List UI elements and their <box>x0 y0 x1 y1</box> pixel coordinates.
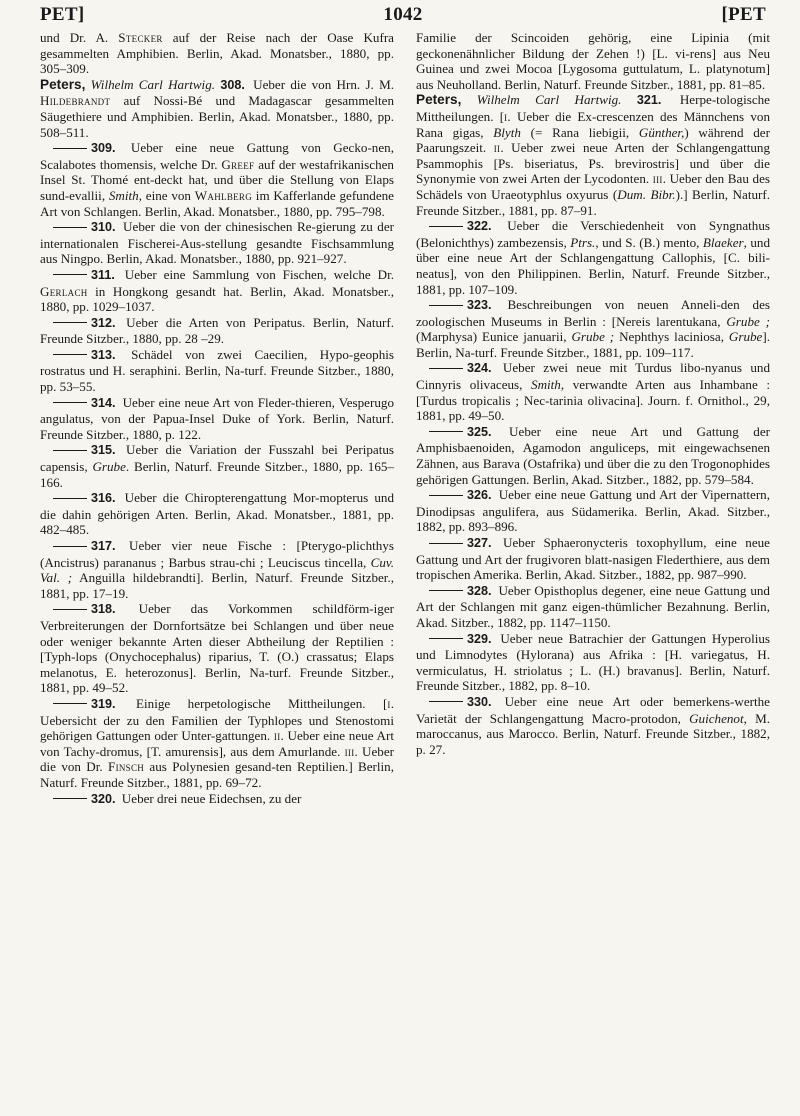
bibliography-entry-318 <box>40 601 394 696</box>
page-number: 1042 <box>383 4 423 25</box>
ditto-dash <box>53 402 87 403</box>
bibliography-entry-330 <box>416 694 770 757</box>
ditto-dash <box>53 354 87 355</box>
bibliography-entry-326 <box>416 487 770 535</box>
entry-number: 326. <box>467 488 492 503</box>
entry-text: Ueber Sphaeronycteris toxophyllum, eine neue Gattung und Art der frugivoren blatt-nasigen Flederthiere, aus dem tropischen Amerika. Berlin, Akad. Sitzber., 1882, pp. 987–990. <box>416 535 770 583</box>
two-column-body <box>40 30 770 807</box>
bibliography-entry-323 <box>416 297 770 360</box>
bibliography-entry-309 <box>40 140 394 219</box>
entry-number: 311. <box>91 267 115 282</box>
entry-text: Einige herpetologische Mittheilungen. [i. Uebersicht der zu den Familien der Typhlopes und Stenostomi gehörigen Gattungen oder Unter-gattungen. ii. Ueber eine neue Art von Tachy-dromus, [T. amurensis], aus dem Amurlande. iii. Ueber die von Dr. Finsch aus Polynesien gesand-ten Reptilien.] Berlin, Naturf. Freunde Sitzber., 1881, pp. 69–72. <box>40 695 395 790</box>
entry-text: Ueber eine Sammlung von Fischen, welche Dr. Gerlach in Hongkong gesandt hat. Berlin, Akad. Monatsber., 1880, pp. 1029–1037. <box>40 266 394 315</box>
ditto-dash <box>429 431 463 432</box>
entry-number: 324. <box>467 361 492 376</box>
bibliography-entry-313 <box>40 347 394 395</box>
ditto-dash <box>429 543 463 544</box>
ditto-dash <box>53 227 87 228</box>
bibliography-entry-324 <box>416 360 770 423</box>
author-surname: Peters, <box>40 76 86 92</box>
entry-text: Ueber Opisthoplus degener, eine neue Gattung und Art der Schlangen mit ganz eigen-thümlicher Bezahnung. Berlin, Akad. Sitzber., 1882, pp. 1147–1150. <box>416 582 770 630</box>
entry-number: 310. <box>91 220 116 235</box>
entry-text: Ueber die Chiropterengattung Mor-mopterus und die dahin gehörigen Arten. Berlin, Akad. Monatsber., 1881, pp. 482–485. <box>40 490 394 538</box>
bibliography-entry-319 <box>40 696 394 791</box>
entry-number: 318. <box>91 602 116 617</box>
ditto-dash <box>53 546 87 547</box>
entry-text: Familie der Scincoiden gehörig, eine Lipinia (mit geckonenähnlicher Bildung der Zehen !) [L. vi-rens] aus Neu Guinea und zwei Mocoa [Lygosoma guttulatum, L. platynotum] aus Neuholland. Berlin, Naturf. Freunde Sitzber., 1881, pp. 81–85. <box>416 30 770 92</box>
bibliography-entry-316 <box>40 490 394 538</box>
ditto-dash <box>53 148 87 149</box>
bibliography-entry-312 <box>40 315 394 347</box>
bibliography-entry-327 <box>416 535 770 583</box>
bibliography-entry-311 <box>40 267 394 315</box>
entry-number: 316. <box>91 491 116 506</box>
entry-text: Ueber eine neue Gattung und Art der Vipernattern, Dinodipsas angulifera, aus Südamerika. Berlin, Akad. Sitzber., 1882, pp. 893–896. <box>416 487 770 535</box>
ditto-dash <box>429 495 463 496</box>
right-column <box>416 30 770 807</box>
bibliography-entry-322 <box>416 218 770 297</box>
entry-number: 313. <box>91 347 116 362</box>
bibliography-entry-328 <box>416 583 770 631</box>
bibliography-entry-325 <box>416 424 770 487</box>
header-right: [PET <box>721 4 766 25</box>
entry-text: Ueber vier neue Fische : [Pterygo-plichthys (Ancistrus) parananus ; Barbus strau-chi ; Leuciscus tincella, Cuv. Val. ; Anguilla hildebrandti]. Berlin, Naturf. Freunde Sitzber., 1881, pp. 17–19. <box>40 538 394 601</box>
ditto-dash <box>429 638 463 639</box>
entry-text: Ueber eine neue Art von Fleder-thieren, Vesperugo angulatus, von der Papua-Insel Duke of York. Berlin, Naturf. Freunde Sitzber., 1880, p. 122. <box>40 394 394 442</box>
bibliography-entry-continued <box>40 30 394 77</box>
ditto-dash <box>53 798 87 799</box>
entry-text: Ueber die Variation der Fusszahl bei Peripatus capensis, Grube. Berlin, Naturf. Freunde Sitzber., 1880, pp. 165–166. <box>40 442 394 490</box>
ditto-dash <box>53 274 87 275</box>
ditto-dash <box>429 701 463 702</box>
bibliography-entry-308 <box>40 77 394 140</box>
entry-text: Ueber die Arten von Peripatus. Berlin, Naturf. Freunde Sitzber., 1880, pp. 28 –29. <box>40 314 394 347</box>
bibliography-entry-314 <box>40 395 394 443</box>
entry-number: 312. <box>91 315 116 330</box>
entry-text: Ueber die von Hrn. J. M. Hildebrandt auf Nossi-Bé und Madagascar gesammelten Säugethiere und Amphibien. Berlin, Akad. Monatsber., 1880, pp. 508–511. <box>40 76 395 140</box>
entry-text: Ueber eine neue Gattung von Gecko-nen, Scalabotes thomensis, welche Dr. Greef auf der westafrikanischen Insel St. Thomé ent-deckt hat, und über die Stellung von Elaps sund-evallii, Smith, eine von Wahlberg im Kafferlande gefundene Art von Schlangen. Berlin, Akad. Monatsber., 1880, pp. 795–798. <box>40 140 394 219</box>
entry-number: 321. <box>636 93 662 108</box>
entry-text: Beschreibungen von neuen Anneli-den des zoologischen Museums in Berlin : [Nereis larentukana, Grube ; (Marphysa) Eunice januarii, Grube ; Nephthys laciniosa, Grube]. Berlin, Na-turf. Freunde Sitzber., 1881, pp. 109–117. <box>416 297 771 360</box>
entry-number: 322. <box>467 219 492 234</box>
bibliography-entry-321 <box>416 92 770 218</box>
entry-number: 327. <box>467 536 492 550</box>
entry-text: Ueber die von der chinesischen Re-gierung zu der internationalen Fischerei-Aus-stellung gesandte Fischsammlung aus Ningpo. Berlin, Akad. Monatsber., 1880, pp. 921–927. <box>40 219 394 267</box>
entry-number: 317. <box>91 539 116 553</box>
entry-text: Ueber neue Batrachier der Gattungen Hyperolius und Limnodytes (Hylorana) aus Afrika : [H. variegatus, H. vermiculatus, H. striolatus ; L. (H.) bravanus]. Berlin, Naturf. Freunde Sitzber., 1882, pp. 8–10. <box>416 630 770 694</box>
bibliography-entry-317 <box>40 538 394 601</box>
entry-number: 308. <box>220 77 245 92</box>
entry-number: 330. <box>467 694 492 709</box>
entry-text: Schädel von zwei Caecilien, Hypo-geophis rostratus und H. seraphini. Berlin, Na-turf. Freunde Sitzber., 1880, pp. 53–55. <box>40 346 394 395</box>
entry-text: Ueber das Vorkommen schildförm-iger Verbreiterungen der Dornfortsätze bei Schlangen und über neue oder weniger bekannte Arten dieser Abtheilung der Reptilien : [Typh-lops (Onychocephalus) riparius, T. (O.) crassatus; Elaps melanotus, E. heterozonus]. Berlin, Na-turf. Freunde Sitzber., 1881, pp. 49–52. <box>40 601 395 696</box>
ditto-dash <box>429 226 463 227</box>
entry-number: 329. <box>467 631 492 646</box>
bibliography-entry-310 <box>40 219 394 267</box>
ditto-dash <box>53 609 87 610</box>
left-column <box>40 30 394 807</box>
author-surname: Peters, <box>416 92 462 108</box>
entry-text: Ueber eine neue Art oder bemerkens-werthe Varietät der Schlangengattung Macro-protodon, Guichenot, M. maroccanus, aus Marocco. Berlin, Naturf. Freunde Sitzber., 1882, p. 27. <box>416 693 770 757</box>
running-header <box>40 4 766 30</box>
bibliography-entry-320 <box>40 791 394 808</box>
entry-text: Ueber eine neue Art und Gattung der Amphisbaenoiden, Agamodon anguliceps, mit eingewachsenen Zähnen, aus Barava (Ostafrika) und über die zu den Trogonophides gehörigen Gattungen. Berlin, Akad. Sitzber., 1882, pp. 579–584. <box>416 423 770 487</box>
author-given-names: Wilhelm Carl Hartwig. <box>476 92 622 108</box>
entry-text: Ueber drei neue Eidechsen, zu der <box>121 790 302 806</box>
entry-number: 309. <box>91 141 116 156</box>
ditto-dash <box>53 322 87 323</box>
entry-text: Ueber zwei neue mit Turdus libo-nyanus und Cinnyris olivaceus, Smith, verwandte Arten aus Inhambane : [Turdus tropicalis ; Nec-tarinia olivacina]. Journ. f. Ornithol., 29, 1881, pp. 49–50. <box>416 360 770 424</box>
header-left: PET] <box>40 4 85 25</box>
entry-number: 319. <box>91 696 116 711</box>
entry-text: und Dr. A. Stecker auf der Reise nach der Oase Kufra gesammelten Amphibien. Berlin, Akad. Monatsber., 1880, pp. 305–309. <box>40 30 394 77</box>
ditto-dash <box>53 450 87 451</box>
bibliography-entry-continued <box>416 30 770 92</box>
entry-number: 328. <box>467 583 492 598</box>
entry-text: Ueber die Verschiedenheit von Syngnathus (Belonichthys) zambezensis, Ptrs., und S. (B.) mento, Blaeker, und über eine neue Art der Schlangengattung Callophis, [C. bili-neatus], von den Philippinen. Berlin, Naturf. Freunde Sitzber., 1881, pp. 107–109. <box>416 218 770 297</box>
bibliography-entry-329 <box>416 631 770 694</box>
entry-number: 320. <box>91 791 116 806</box>
bibliography-entry-315 <box>40 442 394 490</box>
entry-number: 314. <box>91 395 116 410</box>
ditto-dash <box>429 305 463 306</box>
entry-number: 325. <box>467 424 492 439</box>
author-given-names: Wilhelm Carl Hartwig. <box>90 76 216 92</box>
ditto-dash <box>53 703 87 704</box>
entry-text: Herpe-tologische Mittheilungen. [i. Ueber die Ex-crescenzen des Männchens von Rana gigas, Blyth (= Rana liebigii, Günther,) während der Paarungszeit. ii. Ueber zwei neue Arten der Schlangengattung Psammophis [Ps. biseriatus, Ps. brevirostris] und über die Synonymie von zwei Arten der Lycodonten. iii. Ueber den Bau des Schädels von Uraeotyphlus oxyurus (Dum. Bibr.).] Berlin, Naturf. Freunde Sitzber., 1881, pp. 87–91. <box>416 92 770 218</box>
ditto-dash <box>429 590 463 591</box>
entry-number: 315. <box>91 443 116 458</box>
ditto-dash <box>429 368 463 369</box>
ditto-dash <box>53 498 87 499</box>
entry-number: 323. <box>467 298 492 313</box>
